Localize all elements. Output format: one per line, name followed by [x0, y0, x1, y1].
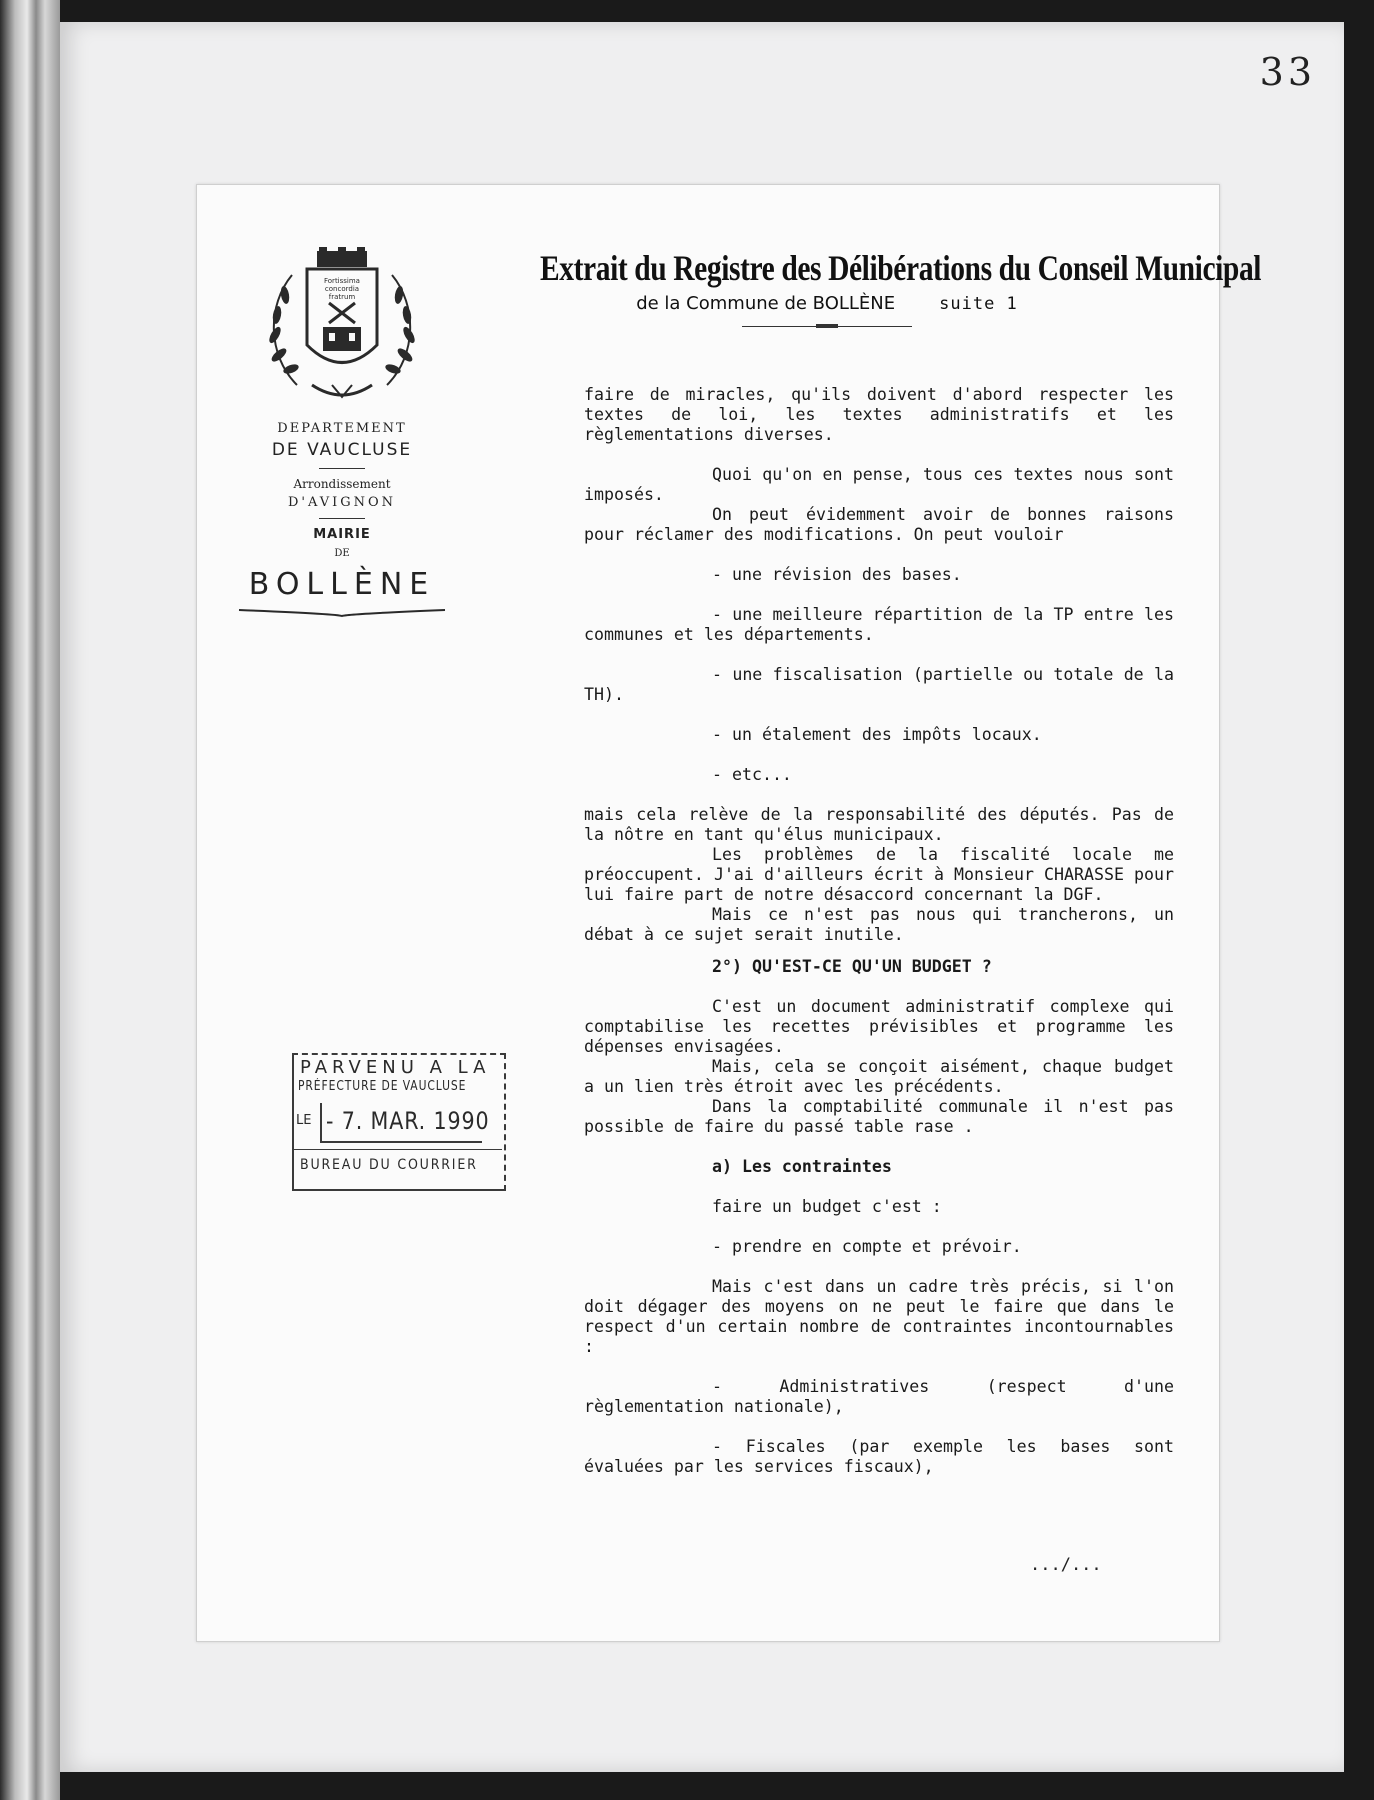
paragraph: On peut évidemment avoir de bonnes raisons pour réclamer des modifications. On peut vouloir [584, 505, 1174, 544]
crest-motto-line3: fratrum [328, 293, 356, 301]
stamp-divider [292, 1149, 502, 1150]
divider [319, 468, 365, 469]
list-item: - une révision des bases. [712, 565, 962, 584]
list-item: - etc... [712, 765, 792, 784]
paragraph: C'est un document administratif complexe qui comptabilise les recettes prévisibles et programme les dépenses envisagées. [584, 997, 1174, 1056]
coat-of-arms-logo [257, 245, 427, 415]
paragraph: Quoi qu'on en pense, tous ces textes nous sont imposés. [584, 465, 1174, 504]
register-page [60, 22, 1344, 1772]
suite-label: suite 1 [939, 294, 1018, 314]
paragraph: mais cela relève de la responsabilité des députés. Pas de la nôtre en tant qu'élus municipaux. [584, 805, 1174, 844]
commune-subtitle: de la Commune de BOLLÈNE [636, 293, 896, 314]
paragraph: Mais, cela se conçoit aisément, chaque budget a un lien très étroit avec les précédents. [584, 1057, 1174, 1096]
de-label: DE [334, 548, 350, 559]
crest-motto-line2: concordia [324, 285, 360, 293]
stamp-line2: PRÉFECTURE DE VAUCLUSE [298, 1079, 467, 1094]
body-text [584, 385, 1174, 1477]
list-item: - une meilleure répartition de la TP entre les communes et les départements. [584, 605, 1174, 644]
page-number: 33 [1259, 50, 1316, 94]
paragraph: faire un budget c'est : [712, 1197, 942, 1216]
divider [319, 518, 365, 519]
arrondissement-label: Arrondissement [293, 477, 391, 491]
page-title: Extrait du Registre des Délibérations du Conseil Municipal [540, 248, 1262, 288]
paragraph: faire de miracles, qu'ils doivent d'abord respecter les textes de loi, les textes administratifs et les règlementations diverses. [584, 385, 1174, 444]
letterhead [227, 245, 457, 618]
crest-motto-line1: Fortissima [324, 277, 360, 285]
list-item: - un étalement des impôts locaux. [712, 725, 1042, 744]
section-heading: 2°) QU'EST-CE QU'UN BUDGET ? [712, 957, 992, 976]
paragraph: Mais c'est dans un cadre très précis, si l'on doit dégager des moyens on ne peut le faire que dans le respect d'un certain nombre de contraintes incontournables : [584, 1277, 1174, 1356]
paragraph: Dans la comptabilité communale il n'est pas possible de faire du passé table rase . [584, 1097, 1174, 1136]
departement-label: DEPARTEMENT [277, 421, 407, 436]
commune-name: BOLLÈNE [248, 567, 436, 602]
list-item: - Administratives (respect d'une règlementation nationale), [584, 1377, 1174, 1416]
book-binding [0, 0, 60, 1800]
stamp-date: - 7. MAR. 1990 [326, 1107, 490, 1135]
list-item: - Fiscales (par exemple les bases sont évaluées par les services fiscaux), [584, 1437, 1174, 1476]
paragraph: Mais ce n'est pas nous qui trancherons, un débat à ce sujet serait inutile. [584, 905, 1174, 944]
swoosh-ornament [237, 606, 447, 618]
header-subtitle [477, 293, 1177, 314]
document-header [477, 247, 1262, 327]
subsection-heading: a) Les contraintes [712, 1157, 892, 1176]
stamp-line4: BUREAU DU COURRIER [300, 1157, 478, 1173]
stamp-line1: PARVENU A LA [300, 1057, 491, 1078]
mairie-label: MAIRIE [313, 527, 371, 542]
reception-stamp [292, 1053, 506, 1191]
departement-name: DE VAUCLUSE [271, 440, 413, 460]
list-item: - une fiscalisation (partielle ou totale de la TH). [584, 665, 1174, 704]
continuation-mark: .../... [1030, 1555, 1102, 1575]
paragraph: - prendre en compte et prévoir. [712, 1237, 1022, 1256]
paragraph: Les problèmes de la fiscalité locale me préoccupent. J'ai d'ailleurs écrit à Monsieur CHARASSE pour lui faire part de notre désaccord concernant la DGF. [584, 845, 1174, 904]
arrondissement-name: D'AVIGNON [287, 495, 397, 510]
header-divider [742, 326, 912, 327]
stamp-le: LE [296, 1113, 312, 1128]
document-sheet [196, 184, 1262, 1642]
